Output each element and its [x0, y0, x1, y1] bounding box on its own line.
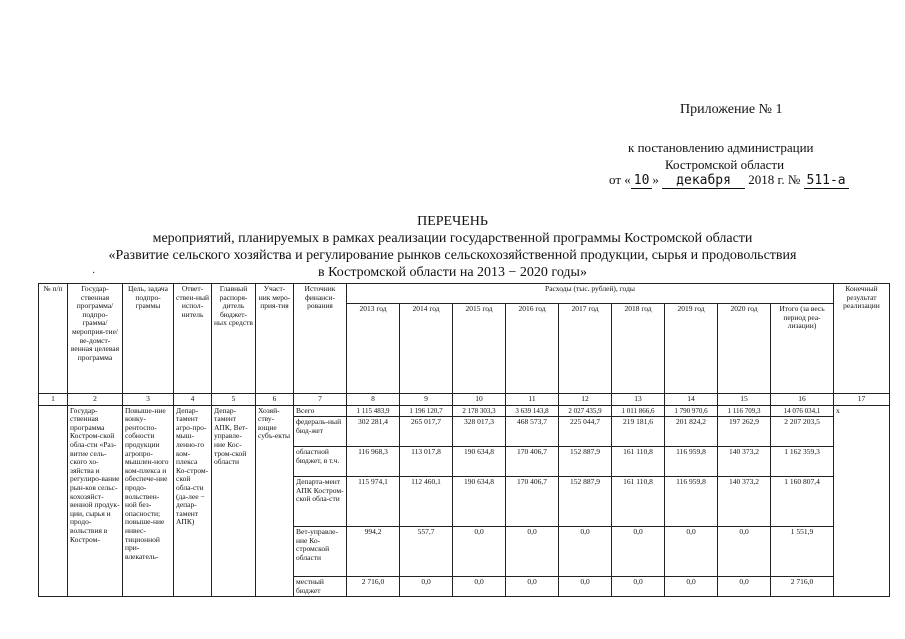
value-cell: 0,0	[718, 527, 771, 577]
resolution-date-line	[609, 172, 849, 188]
col-number: 11	[506, 394, 559, 406]
year-header: 2013 год	[347, 304, 400, 394]
year-header-total: Итого (за весь период реа-лизации)	[771, 304, 834, 394]
header-responsible: Ответ-ствен-ный испол-нитель	[174, 284, 212, 394]
value-cell: 0,0	[400, 577, 453, 597]
col-number: 6	[256, 394, 294, 406]
value-cell: 152 887,9	[559, 477, 612, 527]
header-budget-holder: Главный распоря-дитель бюджет-ных средств	[212, 284, 256, 394]
value-cell: 302 281,4	[347, 417, 400, 447]
value-cell: 140 373,2	[718, 477, 771, 527]
value-cell: 0,0	[612, 527, 665, 577]
value-cell: 1 115 483,9	[347, 405, 400, 417]
value-cell: 1 196 120,7	[400, 405, 453, 417]
value-cell: 1 160 807,4	[771, 477, 834, 527]
value-cell: 3 639 143,8	[506, 405, 559, 417]
value-cell: 0,0	[612, 577, 665, 597]
col-number: 16	[771, 394, 834, 406]
source-cell: Вет-управле-ние Ко-стромской области	[294, 527, 347, 577]
col-number: 9	[400, 394, 453, 406]
doc-subtitle-3: в Костромской области на 2013 − 2020 годы»	[318, 265, 587, 280]
value-cell: 225 044,7	[559, 417, 612, 447]
value-cell: 152 887,9	[559, 447, 612, 477]
appendix-label: Приложение № 1	[680, 102, 783, 117]
value-cell: 1 162 359,3	[771, 447, 834, 477]
col-number: 7	[294, 394, 347, 406]
value-cell: 1 551,9	[771, 527, 834, 577]
col-number: 12	[559, 394, 612, 406]
resolution-line-1: к постановлению администрации	[628, 140, 814, 155]
col-number: 14	[665, 394, 718, 406]
header-num: № п/п	[39, 284, 68, 394]
value-cell: 557,7	[400, 527, 453, 577]
value-cell: 0,0	[665, 527, 718, 577]
value-cell: 116 959,8	[665, 477, 718, 527]
goal-cell: Повыше-ние конку-рентоспо-собности продукции агропро-мышлен-ного ком-плекса и обеспече-ние продо-вольствен-ной без-опасности; повыше-ние инвес-тиционной при-влекатель-	[123, 405, 174, 597]
date-number: 511-а	[804, 173, 849, 189]
value-cell: 197 262,9	[718, 417, 771, 447]
value-cell: 468 573,7	[506, 417, 559, 447]
value-cell: 140 373,2	[718, 447, 771, 477]
value-cell: 112 460,1	[400, 477, 453, 527]
value-cell: 2 716,0	[771, 577, 834, 597]
value-cell: 0,0	[506, 527, 559, 577]
source-cell: местный бюджет	[294, 577, 347, 597]
budget-holder-cell: Депар-тамент АПК, Вет-управле-ние Кос-тром-ской области	[212, 405, 256, 597]
measures-table	[38, 283, 890, 597]
date-year: 2018 г. №	[748, 172, 801, 187]
source-cell: областной бюджет, в т.ч.	[294, 447, 347, 477]
header-participant: Участ-ник меро-прия-тия	[256, 284, 294, 394]
value-cell: 190 634,8	[453, 447, 506, 477]
value-cell: 2 027 435,9	[559, 405, 612, 417]
year-header: 2015 год	[453, 304, 506, 394]
col-number: 17	[834, 394, 890, 406]
year-header: 2018 год	[612, 304, 665, 394]
value-cell: 328 017,3	[453, 417, 506, 447]
doc-subtitle-2: «Развитие сельского хозяйства и регулирование рынков сельскохозяйственной продукции, сырья и продовольствия	[108, 248, 797, 263]
value-cell: 219 181,6	[612, 417, 665, 447]
header-goal: Цель, задача подпро-граммы	[123, 284, 174, 394]
value-cell: 2 178 303,3	[453, 405, 506, 417]
doc-subtitle-1: мероприятий, планируемых в рамках реализации государственной программы Костромской области	[152, 231, 753, 246]
source-cell: Всего	[294, 405, 347, 417]
value-cell: 0,0	[559, 527, 612, 577]
row-num-cell	[39, 405, 68, 597]
value-cell: 116 968,3	[347, 447, 400, 477]
result-cell: x	[834, 405, 890, 597]
header-expenses: Расходы (тыс. рублей), годы	[347, 284, 834, 304]
col-number: 3	[123, 394, 174, 406]
date-mid: »	[652, 172, 659, 187]
year-header: 2016 год	[506, 304, 559, 394]
year-header: 2014 год	[400, 304, 453, 394]
value-cell: 161 110,8	[612, 477, 665, 527]
value-cell: 0,0	[665, 577, 718, 597]
date-day: 10	[631, 173, 653, 189]
value-cell: 0,0	[453, 527, 506, 577]
col-number: 1	[39, 394, 68, 406]
year-header: 2020 год	[718, 304, 771, 394]
value-cell: 113 017,8	[400, 447, 453, 477]
value-cell: 1 790 970,6	[665, 405, 718, 417]
source-cell: федераль-ный бюд-жет	[294, 417, 347, 447]
participant-cell: Хозяй-ству-ющие субъ-екты	[256, 405, 294, 597]
col-number: 5	[212, 394, 256, 406]
header-funding-source: Источник финанси-рования	[294, 284, 347, 394]
value-cell: 265 017,7	[400, 417, 453, 447]
value-cell: 170 406,7	[506, 447, 559, 477]
value-cell: 1 116 709,3	[718, 405, 771, 417]
col-number: 10	[453, 394, 506, 406]
stray-mark: ·	[92, 268, 96, 279]
value-cell: 0,0	[453, 577, 506, 597]
value-cell: 190 634,8	[453, 477, 506, 527]
value-cell: 0,0	[718, 577, 771, 597]
value-cell: 994,2	[347, 527, 400, 577]
value-cell: 161 110,8	[612, 447, 665, 477]
value-cell: 1 011 866,6	[612, 405, 665, 417]
value-cell: 2 207 203,5	[771, 417, 834, 447]
value-cell: 201 824,2	[665, 417, 718, 447]
responsible-cell: Депар-тамент агро-про-мыш-ленно-го ком-плекса Ко-стром-ской обла-сти (да-лее − депар-тамент АПК)	[174, 405, 212, 597]
header-result: Конечный результат реализации	[834, 284, 890, 394]
value-cell: 2 716,0	[347, 577, 400, 597]
year-header: 2019 год	[665, 304, 718, 394]
program-cell: Государ-ственная программа Костром-ской обла-сти «Раз-витие сель-ского хо-зяйства и регулиро-вание рын-ков сельс-кохозяйст-венной продук-ции, сырья и продо-вольствия в Костром-	[68, 405, 123, 597]
date-prefix: от «	[609, 172, 631, 187]
doc-title: ПЕРЕЧЕНЬ	[417, 214, 488, 229]
value-cell: 0,0	[506, 577, 559, 597]
value-cell: 0,0	[559, 577, 612, 597]
value-cell: 14 076 034,1	[771, 405, 834, 417]
date-month: декабря	[662, 173, 745, 189]
source-cell: Департа-мент АПК Костром-ской обла-сти	[294, 477, 347, 527]
col-number: 2	[68, 394, 123, 406]
col-number: 4	[174, 394, 212, 406]
value-cell: 116 959,8	[665, 447, 718, 477]
year-header: 2017 год	[559, 304, 612, 394]
col-number: 15	[718, 394, 771, 406]
resolution-line-2: Костромской области	[665, 157, 785, 172]
header-program: Государ-ственная программа/ подпро-грамма/ мероприя-тие/ ве-домст-венная целевая программа	[68, 284, 123, 394]
value-cell: 170 406,7	[506, 477, 559, 527]
value-cell: 115 974,1	[347, 477, 400, 527]
col-number: 13	[612, 394, 665, 406]
col-number: 8	[347, 394, 400, 406]
